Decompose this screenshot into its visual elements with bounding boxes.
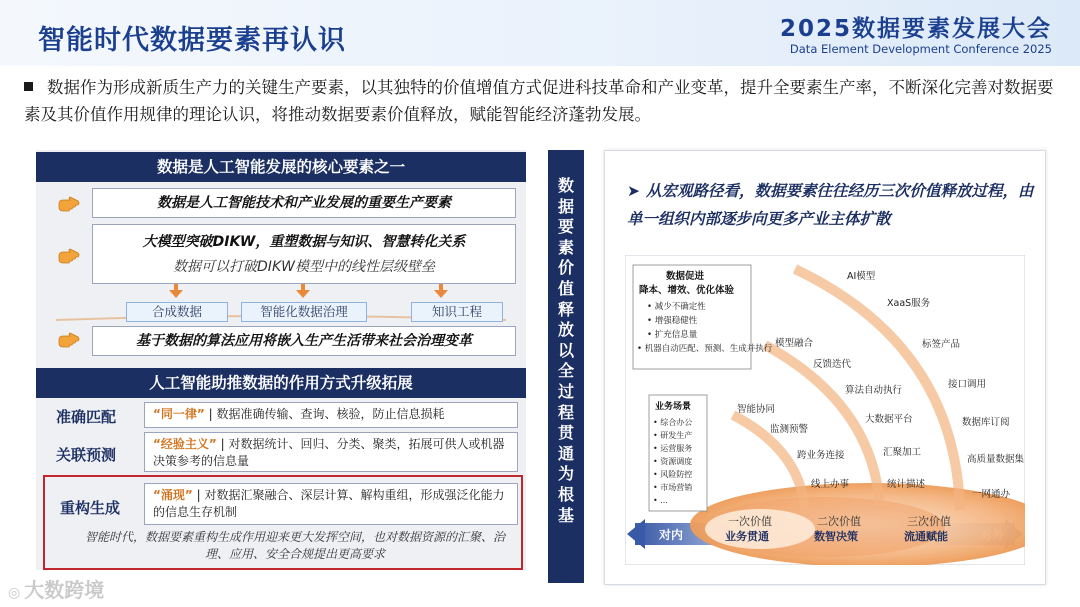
right-heading-text: 从宏观路径看，数据要素往往经历三次价值释放过程，由单一组织内部逐步向更多产业主体扩散 <box>627 182 1034 228</box>
page-title: 智能时代数据要素再认识 <box>38 25 346 56</box>
row-label-association-prediction: 关联预测 <box>56 446 117 464</box>
arc3-label: 一网通办 <box>972 489 1011 500</box>
box2-item: • 综合办公 <box>653 418 693 427</box>
vertical-label-char: 放 <box>557 320 574 340</box>
vertical-label-bar <box>548 150 584 583</box>
stage1-bottom: 业务贯通 <box>725 530 769 543</box>
intro-paragraph <box>24 74 1064 128</box>
box2-item: • 资源调度 <box>653 457 693 466</box>
vertical-label-char: 基 <box>557 505 574 525</box>
info-box-2 <box>649 395 707 511</box>
vertical-label-char: 据 <box>557 196 574 216</box>
row-label-reconstruct-generate: 重构生成 <box>60 499 121 517</box>
arc1-label: 线上办事 <box>811 479 850 490</box>
vertical-label-char: 通 <box>557 443 574 463</box>
watermark-text: 大数跨境 <box>24 578 105 602</box>
row-label-accurate-match: 准确匹配 <box>56 408 117 426</box>
arc2-label: 汇聚加工 <box>883 447 922 458</box>
arc3-label: 接口调用 <box>948 379 987 390</box>
box1-item-1: • 减少不确定性 <box>647 302 706 312</box>
stage1-top: 一次价值 <box>728 515 772 528</box>
vertical-label-char: 释 <box>557 299 574 319</box>
item1-box <box>92 188 516 218</box>
vertical-label-char: 要 <box>557 217 574 237</box>
arc3-label: 数据库订阅 <box>962 417 1010 428</box>
box1-title: 数据促进 <box>666 271 705 282</box>
box2-item: • 研发生产 <box>653 431 693 440</box>
row-quote: “同一律” <box>153 407 205 421</box>
conference-logo <box>780 16 1052 56</box>
row-box-reconstruct-generate <box>144 483 518 525</box>
stage3-bottom: 流通赋能 <box>904 530 948 543</box>
vertical-label <box>548 150 584 526</box>
row-box-association-prediction <box>144 432 518 472</box>
square-bullet-icon <box>24 82 33 91</box>
vertical-label-char: 值 <box>557 278 574 298</box>
box2-item: • 运营服务 <box>653 444 693 453</box>
stage3-top: 三次价值 <box>907 515 951 528</box>
row-box-accurate-match <box>144 402 518 428</box>
axis-left-label: 对内 <box>659 528 684 542</box>
stage2-top: 二次价值 <box>817 515 861 528</box>
arc2-label: 统计描述 <box>887 479 926 490</box>
row-quote: “经验主义” <box>153 437 217 451</box>
box2-item: • 风险防控 <box>653 470 693 479</box>
box1-subtitle: 降本、增效、优化体验 <box>639 285 735 296</box>
right-panel <box>604 150 1046 585</box>
conference-name-en: Data Element Development Conference 2025 <box>789 42 1052 56</box>
item3-text: 基于数据的算法应用将嵌入生产生活带来社会治理变革 <box>136 333 472 349</box>
pill-data-governance: 智能化数据治理 <box>241 302 367 322</box>
arc1-label: 监测预警 <box>770 424 809 435</box>
box2-item: • ... <box>653 496 668 505</box>
vertical-label-char: 全 <box>557 361 574 381</box>
arc3-label: AI模型 <box>847 271 876 282</box>
vertical-label-char: 贯 <box>557 423 574 443</box>
row-quote: “涌现” <box>153 488 193 502</box>
box1-item-2: • 增强稳健性 <box>647 316 698 326</box>
watermark-logo-icon: ◎ <box>8 585 21 601</box>
item1-text: 数据是人工智能技术和产业发展的重要生产要素 <box>157 195 451 211</box>
vertical-label-char: 素 <box>557 237 574 257</box>
arc2-label: 大数据平台 <box>865 414 913 425</box>
row-desc: | 数据准确传输、查询、核验，防止信息损耗 <box>208 407 445 421</box>
section1-title: 数据是人工智能发展的核心要素之一 <box>36 152 526 182</box>
watermark <box>8 574 104 603</box>
value-release-diagram <box>625 255 1025 565</box>
arc2-label: 算法自动执行 <box>845 385 903 396</box>
section2-title: 人工智能助推数据的作用方式升级拓展 <box>36 368 526 398</box>
pill-synthetic-data: 合成数据 <box>126 302 228 322</box>
vertical-label-char: 过 <box>557 381 574 401</box>
row-desc: | 对数据汇聚融合、深层计算、解构重组，形成强泛化能力的信息生存机制 <box>153 488 505 519</box>
highlight-note: 智能时代，数据要素重构生成作用迎来更大发挥空间，也对数据资源的汇聚、治理、应用、安全合规提出更高要求 <box>85 530 506 561</box>
vertical-label-char: 为 <box>557 464 574 484</box>
conference-name-cn: 2025数据要素发展大会 <box>779 16 1052 42</box>
box2-item: • 市场营销 <box>653 483 693 492</box>
pointing-hand-icon <box>58 332 80 350</box>
vertical-label-char: 根 <box>557 484 574 504</box>
vertical-label-char: 数 <box>557 176 574 195</box>
highlight-box <box>43 475 523 570</box>
box2-title: 业务场景 <box>655 402 692 412</box>
arc2-label: 模型融合 <box>775 338 814 349</box>
arrow-bullet-icon: ➤ <box>627 182 640 200</box>
arc1-label: 跨业务连接 <box>797 450 845 461</box>
item2-title: 大模型突破DIKW，重塑数据与知识、智慧转化关系 <box>142 234 466 250</box>
box1-item-4: • 机器自动匹配、预测、生成并执行 <box>637 344 773 354</box>
arc1-label: 智能协同 <box>737 404 776 415</box>
vertical-label-char: 以 <box>557 340 574 360</box>
item2-box <box>92 224 516 284</box>
item3-box <box>92 326 516 356</box>
arc3-label: XaaS服务 <box>887 298 931 309</box>
pointing-hand-icon <box>58 248 80 266</box>
arc3-label: 高质量数据集 <box>967 454 1025 465</box>
item2-subtitle: 数据可以打破DIKW模型中的线性层级壁垒 <box>173 259 435 275</box>
row-desc: | 对数据统计、回归、分类、聚类，拓展可供人或机器决策参考的信息量 <box>153 437 505 468</box>
vertical-label-char: 程 <box>557 402 574 422</box>
intro-text: 数据作为形成新质生产力的关键生产要素，以其独特的价值增值方式促进科技革命和产业变革，提升全要素生产率，不断深化完善对数据要素及其价值作用规律的理论认识，将推动数据要素价值释放，赋能智能经济蓬勃发展。 <box>24 78 1054 124</box>
stage2-bottom: 数智决策 <box>814 530 858 543</box>
arc3-label: 标签产品 <box>922 339 961 350</box>
box1-item-3: • 扩充信息量 <box>647 330 698 340</box>
vertical-label-char: 价 <box>557 258 574 278</box>
pointing-hand-icon <box>58 196 80 214</box>
arc2-label: 反馈迭代 <box>813 359 852 370</box>
right-heading <box>627 177 1037 233</box>
pill-knowledge-engineering: 知识工程 <box>411 302 503 322</box>
